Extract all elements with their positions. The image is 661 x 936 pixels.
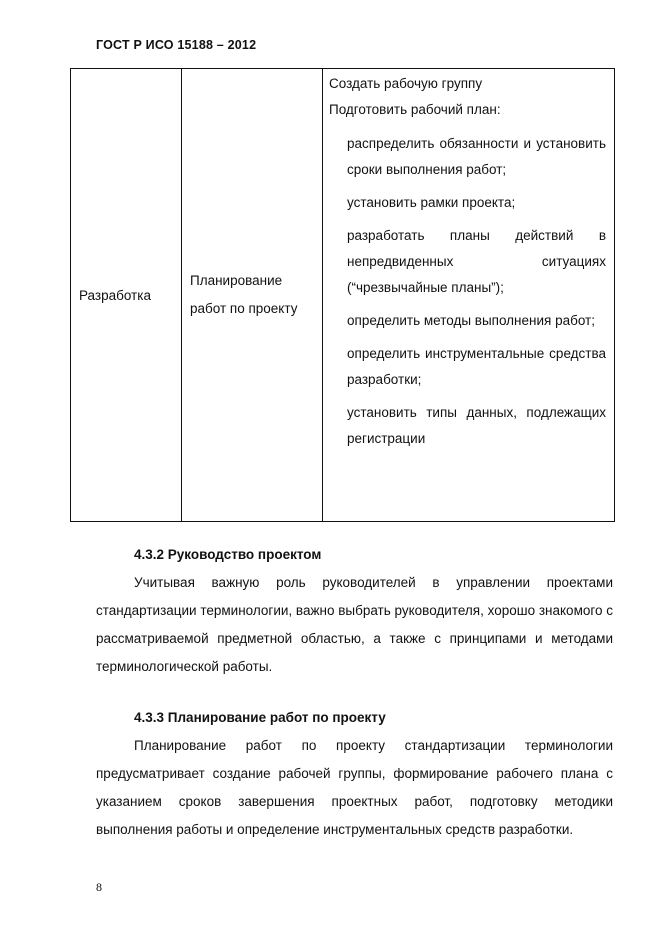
page-number: 8 — [96, 880, 102, 894]
task-intro: Создать рабочую группу — [329, 76, 483, 91]
activity-cell — [182, 69, 323, 522]
table-row — [71, 69, 615, 522]
list-item: установить типы данных, подлежащих регистрации — [347, 405, 606, 446]
list-item: разработать планы действий в непредвиденных ситуациях (“чрезвычайные планы”); — [347, 228, 606, 295]
section-paragraph: Учитывая важную роль руководителей в управлении проектами стандартизации терминологии, важно выбрать руководителя, хорошо знакомого с рассматриваемой предметной областью, а также с принципами и методами терминологической работы. — [96, 575, 613, 674]
stage-cell — [71, 69, 182, 522]
task-intro: Подготовить рабочий план: — [329, 102, 501, 117]
section-paragraph: Планирование работ по проекту стандартизации терминологии предусматривает создание рабочей группы, формирование рабочего плана с указанием сроков завершения проектных работ, подготовку методики выполнения работы и определение инструментальных средств разработки. — [96, 738, 613, 837]
list-item: определить методы выполнения работ; — [347, 313, 595, 328]
planning-table — [70, 68, 615, 522]
list-item: определить инструментальные средства разработки; — [347, 346, 606, 387]
section-4-3-3 — [96, 704, 613, 844]
section-heading: 4.3.2 Руководство проектом — [134, 547, 322, 562]
list-item: распределить обязанности и установить сроки выполнения работ; — [347, 136, 606, 177]
document-header: ГОСТ Р ИСО 15188 – 2012 — [96, 38, 257, 52]
section-heading: 4.3.3 Планирование работ по проекту — [134, 710, 386, 725]
tasks-cell — [323, 69, 615, 522]
stage-label: Разработка — [79, 287, 151, 303]
activity-label-line-2: работ по проекту — [190, 301, 298, 316]
activity-label-line-1: Планирование — [190, 273, 283, 288]
task-list — [329, 131, 606, 452]
list-item: установить рамки проекта; — [347, 195, 516, 210]
section-4-3-2 — [96, 541, 613, 681]
